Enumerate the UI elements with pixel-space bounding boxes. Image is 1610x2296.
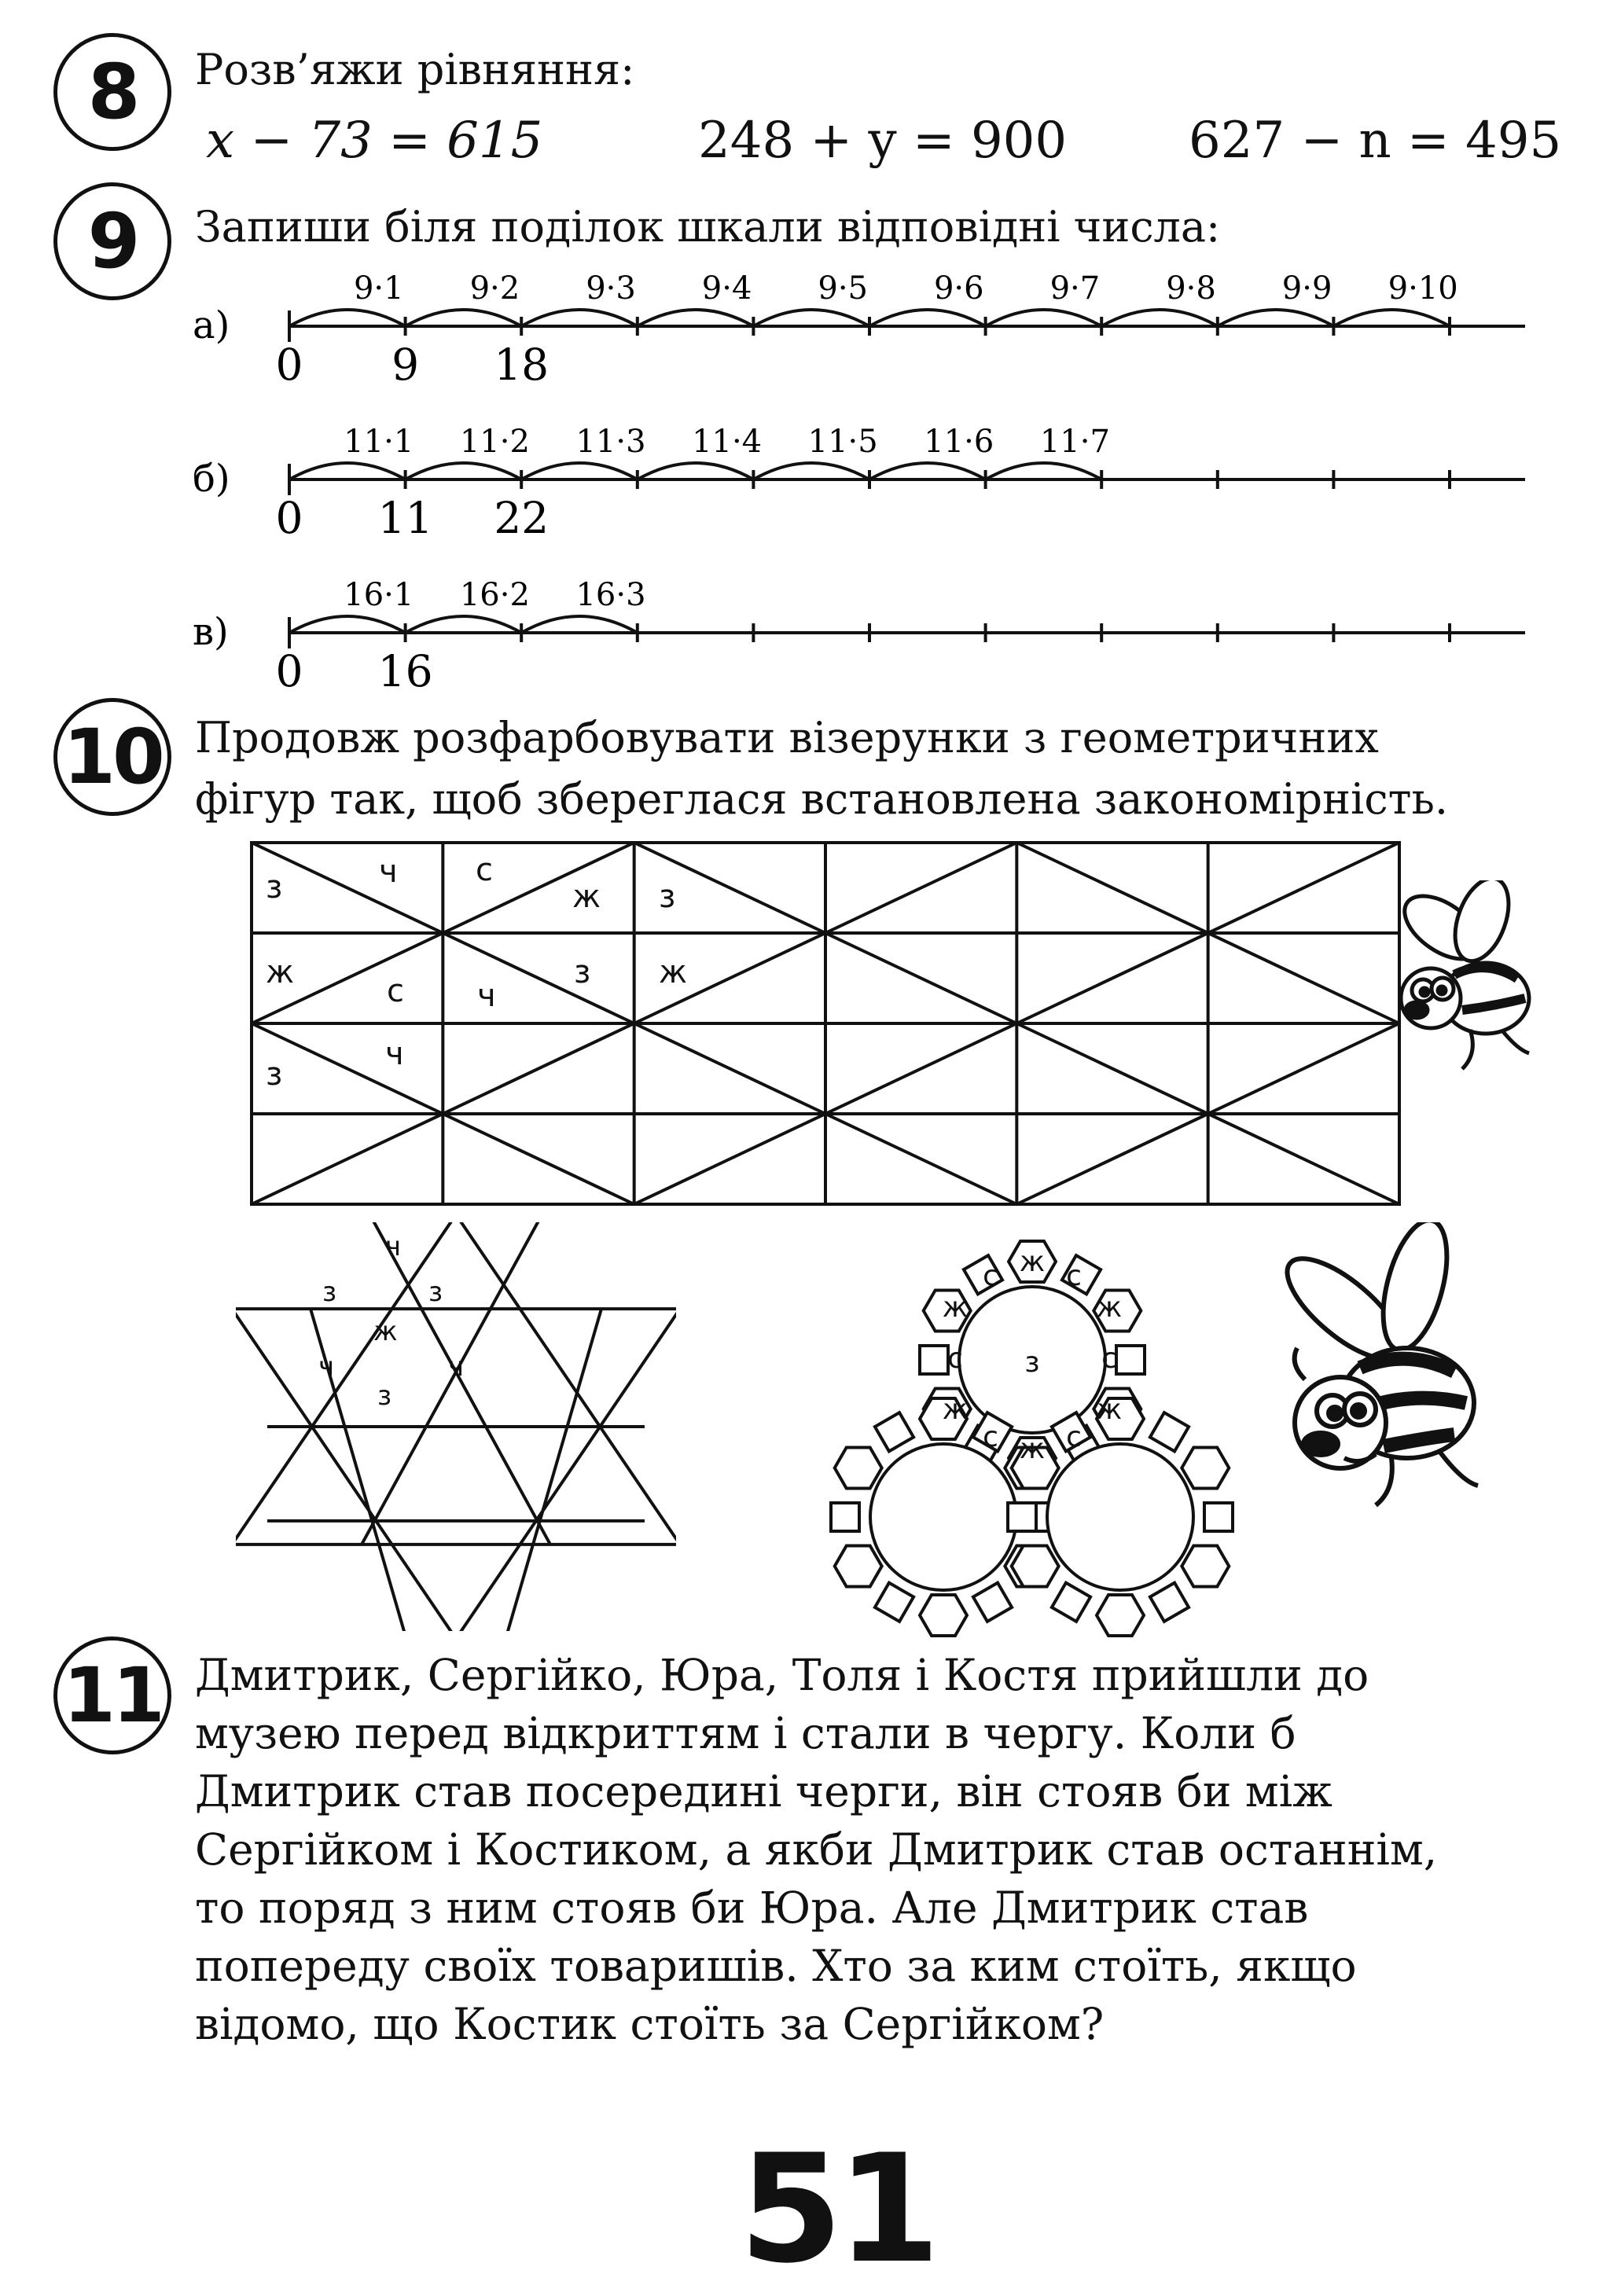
star-triangle-up [236,1222,676,1545]
scale-multiplication-label: 9·10 [1388,270,1458,307]
grid-color-letter: ч [385,1036,404,1072]
ring-square [1008,1503,1036,1531]
task-11-line-6: попереду своїх товаришів. Хто за ким стоїть, якщо [195,1941,1357,1991]
scale-arc [1101,310,1218,326]
scale-arc [1218,310,1334,326]
scale-multiplication-label: 9·9 [1281,270,1332,307]
star-color-letter: ч [385,1231,402,1262]
task-11-line-3: Дмитрик став посередині черги, він стояв би між [195,1766,1332,1817]
scale-multiplication-label: 11·1 [344,424,414,460]
scale-multiplication-label: 11·2 [459,424,530,460]
task-8-title: Розв’яжи рівняння: [195,45,635,94]
scale-arc [521,310,638,326]
ring-color-letter: с [1066,1421,1082,1453]
scale-arc [289,463,406,479]
ring-color-letter: ж [1019,1433,1046,1465]
task-10-line-2: фігур так, щоб збереглася встановлена закономірність. [195,774,1449,824]
grid-color-letter: з [266,1056,283,1093]
hexagon-ring-pattern [810,1222,1258,1647]
ring-color-letter: с [1066,1260,1082,1292]
ring-color-letter: с [947,1343,963,1375]
ring-color-letter: ж [1019,1246,1046,1278]
scale-multiplication-label: 9·1 [353,270,404,307]
task-10-line-1: Продовж розфарбовувати візерунки з геометричних [195,713,1379,762]
grid-color-letter: з [266,869,283,906]
grid-color-letter: з [659,879,676,915]
task-11-text [195,1646,1547,2053]
ring-hexagon [835,1546,882,1587]
scale-label: в) [193,610,229,654]
number-scales [0,252,1610,707]
ring-square [1150,1412,1189,1451]
grid-color-letter: ч [379,854,398,890]
bee-large-illustration [1258,1222,1494,1537]
scale-value: 16 [377,646,433,696]
scale-multiplication-label: 9·5 [818,270,869,307]
star-color-letter: ч [318,1351,335,1383]
scale-arc [406,463,522,479]
task-11-line-5: то поряд з ним стояв би Юра. Але Дмитрик став [195,1883,1309,1933]
scale-multiplication-label: 11·6 [924,424,994,460]
ring-center [870,1444,1016,1590]
ring-color-letter: с [983,1260,998,1292]
star-color-letter: ж [373,1316,398,1347]
ring-square [1116,1346,1145,1374]
scale-multiplication-label: 9·8 [1166,270,1216,307]
triangle-grid-pattern [244,835,1407,1212]
equation-3: 627 − n = 495 [1189,112,1562,170]
ring-color-letter: з [1024,1346,1040,1379]
scale-multiplication-label: 11·5 [807,424,878,460]
star-color-letter: з [322,1277,337,1308]
ring-color-letter: с [983,1421,998,1453]
ring-hexagon [1182,1448,1229,1489]
grid-color-letter: з [574,954,591,990]
scale-arc [638,463,754,479]
scale-multiplication-label: 9·7 [1049,270,1101,307]
ring-square [875,1583,913,1622]
scale-arc [986,463,1102,479]
scale-multiplication-label: 16·3 [575,577,646,613]
task-11-line-4: Сергійком і Костиком, а якби Дмитрик став останнім, [195,1824,1438,1875]
task-8-number: 8 [53,33,171,151]
scale-arc [753,310,869,326]
scale-arc [289,616,406,633]
scale-multiplication-label: 9·3 [586,270,636,307]
scale-value: 0 [275,646,303,696]
equation-2: 248 + y = 900 [698,112,1068,170]
scale-label: а) [193,303,230,347]
ring-color-letter: ж [1096,1291,1123,1324]
scale-multiplication-label: 11·7 [1039,424,1110,460]
scale-arc [1333,310,1450,326]
ring-square [1150,1583,1189,1622]
ring-square [1052,1583,1090,1622]
scale-value: 11 [377,493,433,543]
task-11-number: 11 [53,1637,171,1754]
scale-multiplication-label: 11·4 [692,424,763,460]
ring-hexagon [920,1595,967,1636]
star-color-letter: ч [448,1351,465,1383]
scale-multiplication-label: 9·2 [469,270,520,307]
scale-value: 22 [494,493,550,543]
scale-arc [406,310,522,326]
ring-color-letter: с [1101,1343,1117,1375]
task-9-number: 9 [53,182,171,300]
grid-color-letter: ж [266,954,295,990]
grid-color-letter: с [387,973,404,1009]
ring-square [920,1346,948,1374]
ring-center [1047,1444,1193,1590]
ring-hexagon [835,1448,882,1489]
ring-hexagon [1012,1546,1059,1587]
task-11-line-7: відомо, що Костик стоїть за Сергійком? [195,1999,1105,2049]
scale-arc [521,616,638,633]
page-number: 51 [739,2122,935,2296]
ring-color-letter: ж [942,1394,969,1426]
grid-color-letter: с [476,852,493,888]
scale-label: б) [193,457,230,501]
scale-arc [869,310,986,326]
equation-1: x − 73 = 615 [206,112,543,170]
bee-small-illustration [1368,880,1557,1085]
ring-hexagon [1097,1595,1144,1636]
scale-arc [521,463,638,479]
ring-square [831,1503,859,1531]
scale-arc [986,310,1102,326]
grid-color-letter: ч [477,978,496,1014]
star-pattern [236,1222,676,1631]
scale-arc [406,616,522,633]
ring-color-letter: ж [942,1291,969,1324]
ring-square [973,1583,1012,1622]
ring-square [875,1412,913,1451]
ring-color-letter: ж [1096,1394,1123,1426]
task-9-title: Запиши біля поділок шкали відповідні числа: [195,202,1221,252]
ring-square [1204,1503,1233,1531]
scale-value: 18 [494,340,550,390]
task-10-number: 10 [53,698,171,816]
grid-color-letter: ж [572,879,601,915]
scale-multiplication-label: 16·2 [459,577,530,613]
task-11-line-1: Дмитрик, Сергійко, Юра, Толя і Костя прийшли до [195,1650,1369,1700]
scale-multiplication-label: 16·1 [344,577,414,613]
scale-arc [753,463,869,479]
scale-arc [869,463,986,479]
star-color-letter: з [428,1277,443,1308]
scale-value: 0 [275,340,303,390]
scale-multiplication-label: 11·3 [575,424,646,460]
star-line [487,1309,601,1631]
star-line [366,1222,550,1545]
scale-arc [638,310,754,326]
scale-multiplication-label: 9·6 [933,270,984,307]
scale-arc [289,310,406,326]
star-color-letter: з [377,1380,392,1412]
grid-color-letter: ж [659,954,688,990]
scale-value: 0 [275,493,303,543]
task-11-line-2: музею перед відкриттям і стали в чергу. Коли б [195,1708,1296,1758]
scale-value: 9 [391,340,420,390]
ring-hexagon [1182,1546,1229,1587]
scale-multiplication-label: 9·4 [701,270,752,307]
